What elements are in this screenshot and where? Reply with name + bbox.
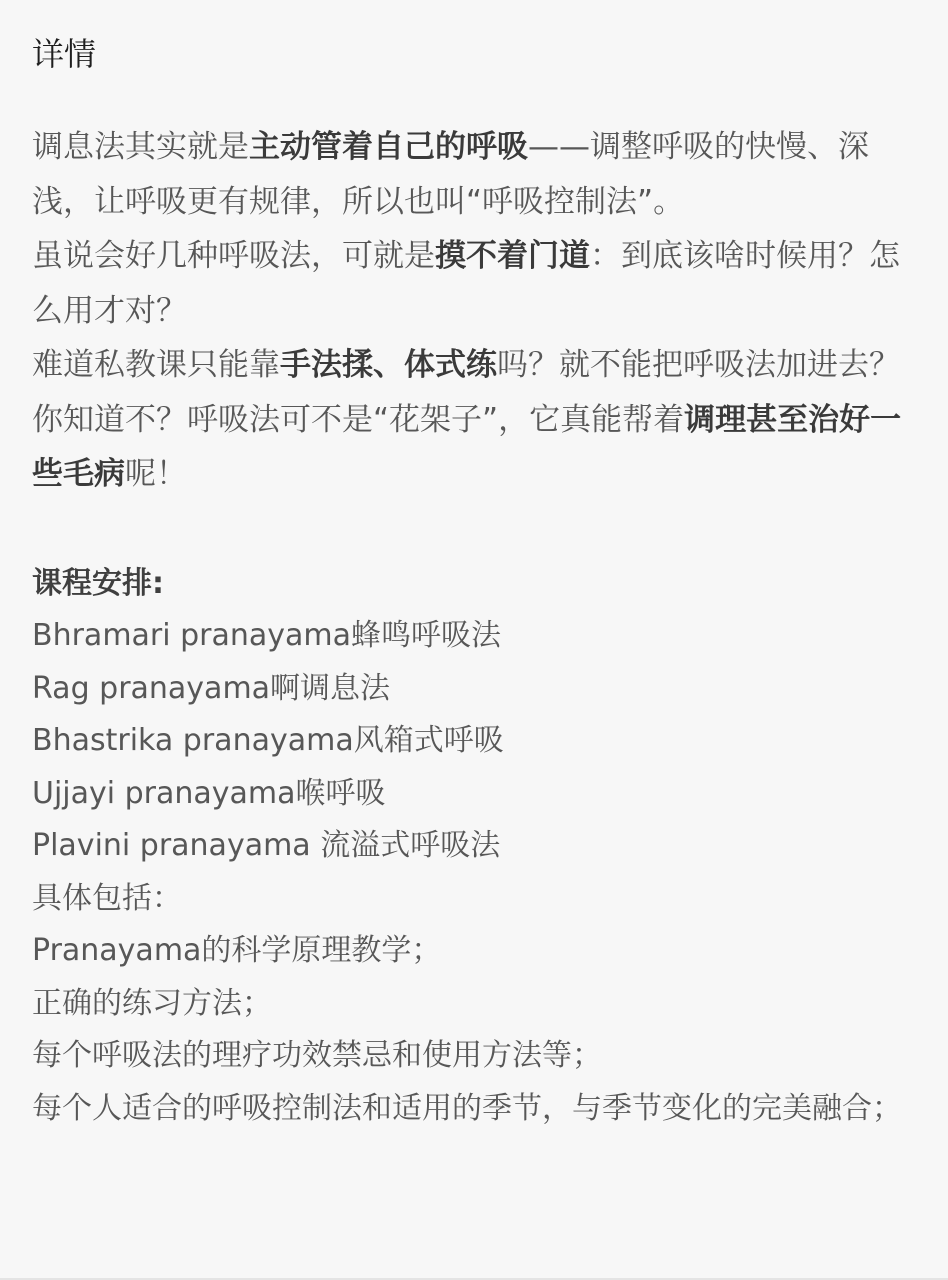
intro-section	[32, 120, 916, 502]
intro-text: 难道私教课只能靠	[32, 347, 280, 383]
course-item: Plavini pranayama 流溢式呼吸法	[32, 828, 501, 863]
intro-text: 吗？就不能把呼吸法加进去？	[497, 347, 900, 383]
intro-paragraph	[32, 393, 916, 502]
intro-emphasis: 主动管着自己的呼吸	[249, 129, 528, 165]
course-item: Rag pranayama啊调息法	[32, 670, 391, 706]
intro-paragraph	[32, 338, 916, 393]
course-schedule-section	[32, 558, 916, 1136]
intro-text: 你知道不？呼吸法可不是“花架子”，它真能帮着	[32, 401, 685, 438]
intro-emphasis: 调理甚至治好一些毛病	[32, 401, 902, 492]
course-item: Bhastrika pranayama风箱式呼吸	[32, 723, 504, 758]
intro-text: ——调整呼吸的快慢、深浅，让呼吸更有规律，所以也叫“呼吸控制法”。	[32, 129, 869, 220]
intro-text: ：到底该啥时候用？怎么用才对？	[32, 238, 900, 329]
intro-text: 虽说会好几种呼吸法，可就是	[32, 238, 435, 274]
include-item: Pranayama的科学原理教学；	[32, 933, 442, 968]
schedule-title: 课程安排:	[32, 565, 164, 601]
include-item: 每个呼吸法的理疗功效禁忌和使用方法等；	[32, 1038, 602, 1073]
intro-paragraph	[32, 120, 916, 229]
intro-paragraph	[32, 229, 916, 338]
intro-text: 调息法其实就是	[32, 129, 249, 165]
detail-heading: 详情	[32, 35, 97, 73]
course-item: Bhramari pranayama蜂鸣呼吸法	[32, 618, 502, 653]
intro-emphasis: 手法揉、体式练	[280, 347, 497, 383]
course-item: Ujjayi pranayama喉呼吸	[32, 775, 386, 811]
includes-label: 具体包括：	[32, 880, 182, 916]
intro-text: 呢！	[125, 456, 187, 492]
include-item: 每个人适合的呼吸控制法和适用的季节，与季节变化的完美融合；	[32, 1090, 902, 1126]
intro-emphasis: 摸不着门道	[435, 238, 590, 274]
include-item: 正确的练习方法；	[32, 985, 272, 1021]
